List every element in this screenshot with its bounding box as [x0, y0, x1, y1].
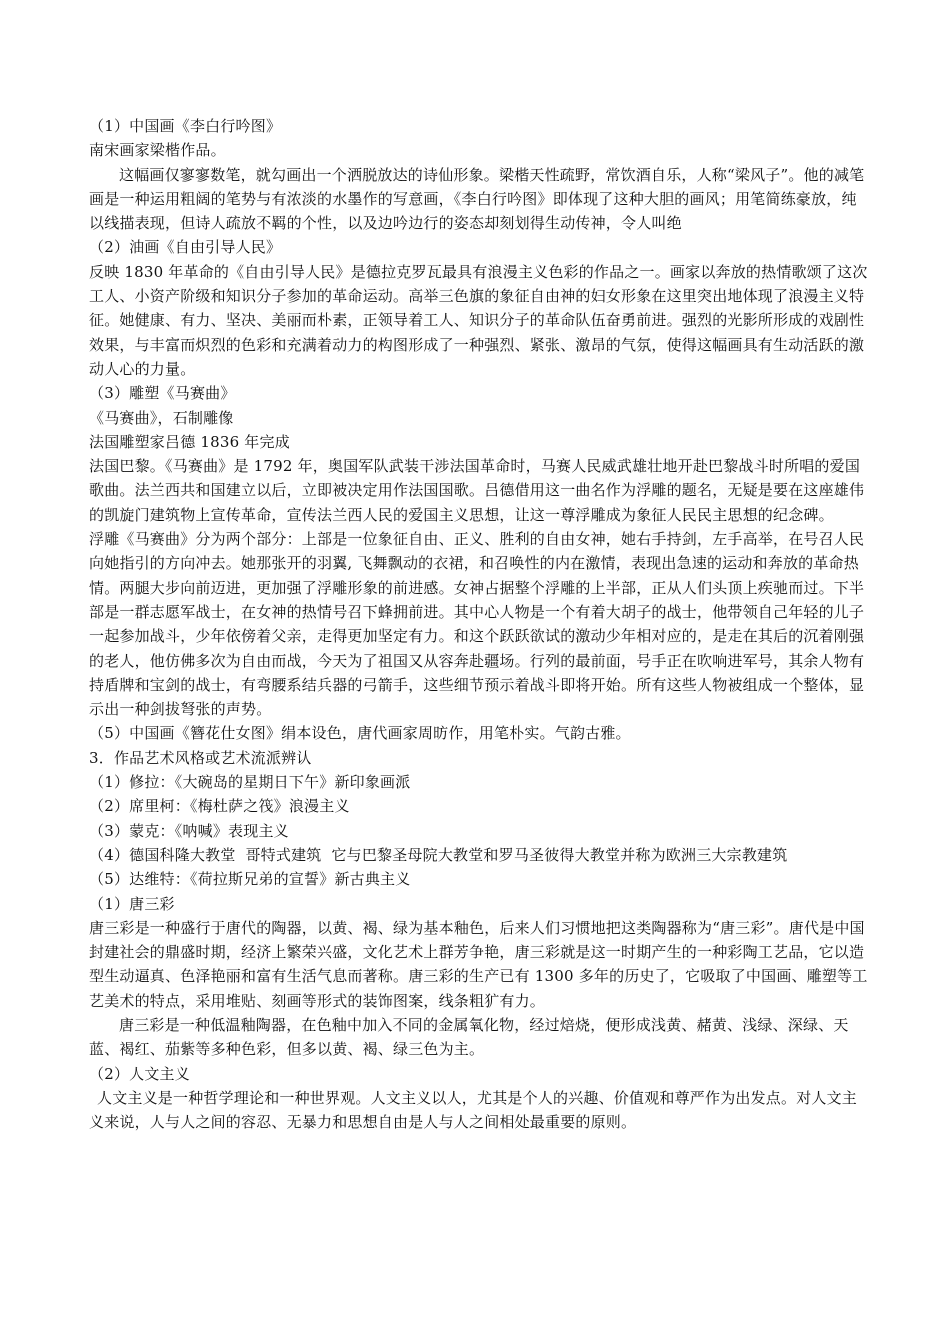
paragraph-liberty-description: 反映 1830 年革命的《自由引导人民》是德拉克罗瓦最具有浪漫主义色彩的作品之一。画家以奔放的热情歌颂了这次工人、小资产阶级和知识分子参加的革命运动。高举三色旗的象征自由神的妇女形象在这里突出地体现了浪漫主义特征。她健康、有力、坚决、美丽而朴素，正领导着工人、知识分子的革命队伍奋勇前进。强烈的光影所形成的戏剧性效果，与丰富而炽烈的色彩和充满着动力的构图形成了一种强烈、紧张、激昂的气氛，使得这幅画具有生动活跃的激动人心的力量。	[89, 262, 868, 378]
list-item-munch: （3）蒙克：《呐喊》表现主义	[89, 821, 289, 840]
list-item-gericault: （2）席里柯：《梅杜萨之筏》浪漫主义	[89, 797, 350, 816]
paragraph-marseillaise-material: 《马赛曲》，石制雕像	[89, 408, 234, 427]
heading-marseillaise: （3）雕塑《马赛曲》	[89, 384, 236, 403]
heading-humanism: （2）人文主义	[89, 1064, 190, 1083]
paragraph-li-bai-description: 这幅画仅寥寥数笔，就勾画出一个洒脱放达的诗仙形象。梁楷天性疏野，常饮酒自乐，人称“梁风子”。他的减笔画是一种运用粗阔的笔势与有浓淡的水墨作的写意画，《李白行吟图》即体现了这种大胆的画风；用笔简练豪放，纯以线描表现，但诗人疏放不羁的个性，以及边吟边行的姿态却刻划得生动传神，令人叫绝	[89, 165, 865, 233]
paragraph-tang-sancai-history: 唐三彩是一种盛行于唐代的陶器，以黄、褐、绿为基本釉色，后来人们习惯地把这类陶器称为“唐三彩”。唐代是中国封建社会的鼎盛时期，经济上繁荣兴盛，文化艺术上群芳争艳，唐三彩就是这一时期产生的一种彩陶工艺品，它以造型生动逼真、色泽艳丽和富有生活气息而著称。唐三彩的生产已有 1300 多年的历史了，它吸取了中国画、雕塑等工艺美术的特点，采用堆贴、刻画等形式的装饰图案，线条粗犷有力。	[89, 918, 868, 1010]
heading-liberty-leading: （2）油画《自由引导人民》	[89, 238, 282, 257]
paragraph-marseillaise-history: 法国巴黎。《马赛曲》是 1792 年，奥国军队武装干涉法国革命时，马赛人民威武雄壮地开赴巴黎战斗时所唱的爱国歌曲。法兰西共和国建立以后，立即被决定用作法国国歌。吕德借用这一曲名作为浮雕的题名，无疑是要在这座雄伟的凯旋门建筑物上宣传革命，宣传法兰西人民的爱国主义思想，让这一尊浮雕成为象征人民民主思想的纪念碑。	[89, 457, 865, 524]
paragraph-tang-sancai-glaze: 唐三彩是一种低温釉陶器，在色釉中加入不同的金属氧化物，经过焙烧，便形成浅黄、赭黄、浅绿、深绿、天蓝、褐红、茄紫等多种色彩，但多以黄、褐、绿三色为主。	[89, 1015, 849, 1059]
paragraph-artist: 南宋画家梁楷作品。	[89, 141, 226, 160]
heading-tang-sancai: （1）唐三彩	[89, 894, 175, 913]
list-item-seurat: （1）修拉：《大碗岛的星期日下午》新印象画派	[89, 773, 411, 792]
paragraph-marseillaise-sculptor: 法国雕塑家吕德 1836 年完成	[89, 432, 290, 451]
section-heading-style-identification: 3．作品艺术风格或艺术流派辨认	[89, 748, 312, 767]
list-item-david: （5）达维特：《荷拉斯兄弟的宣誓》新古典主义	[89, 870, 411, 889]
paragraph-marseillaise-relief: 浮雕《马赛曲》分为两个部分：上部是一位象征自由、正义、胜利的自由女神，她右手持剑，左手高举，在号召人民向她指引的方向冲去。她那张开的羽翼, 飞舞飘动的衣裙，和召唤性的内在激情，表现出急速的运动和奔放的革命热情。两腿大步向前迈进，更加强了浮雕形象的前进感。女神占据整个浮雕的上半部，正从人们头顶上疾驰而过。下半部是一群志愿军战士，在女神的热情号召下蜂拥前进。其中心人物是一个有着大胡子的战士，他带领自己年轻的儿子一起参加战斗，少年依傍着父亲，走得更加坚定有力。和这个跃跃欲试的激动少年相对应的，是走在其后的沉着刚强的老人，他仿佛多次为自由而战，今天为了祖国又从容奔赴疆场。行列的最前面，号手正在吹响进军号，其余人物有持盾牌和宝剑的战士，有弯腰系结兵器的弓箭手，这些细节预示着战斗即将开始。所有这些人物被组成一个整体，显示出一种剑拔弩张的声势。	[89, 530, 865, 719]
heading-li-bai: （1）中国画《李白行吟图》	[89, 117, 282, 135]
paragraph-court-ladies: （5）中国画《簪花仕女图》绢本设色，唐代画家周昉作，用笔朴实。气韵古雅。	[89, 724, 631, 743]
list-item-cologne-cathedral: （4）德国科隆大教堂 哥特式建筑 它与巴黎圣母院大教堂和罗马圣彼得大教堂并称为欧洲三大宗教建筑	[89, 845, 788, 864]
paragraph-humanism: 人文主义是一种哲学理论和一种世界观。人文主义以人，尤其是个人的兴趣、价值观和尊严作为出发点。对人文主义来说，人与人之间的容忍、无暴力和思想自由是人与人之间相处最重要的原则。	[89, 1088, 858, 1132]
